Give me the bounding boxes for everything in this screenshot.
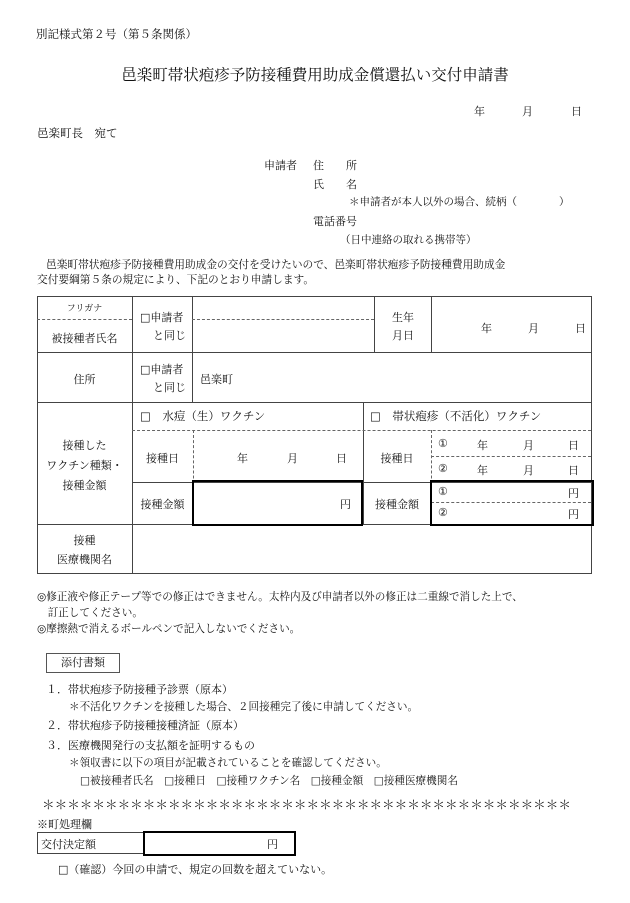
dose-2-yen: 円 [568,508,579,521]
note-line-3: ◎摩擦熱で消えるボールペンで記入しないでください。 [37,623,301,635]
vaccine-label-1: 接種した [62,439,107,452]
attachment-2: ２．帯状疱疹予防接種接種済証（原本） [46,719,244,732]
vaccine-b-checkbox[interactable]: □ 帯状疱疹（不活化）ワクチン [370,409,542,423]
patient-name-label: 被接種者氏名 [51,332,118,345]
amount-label-b: 接種金額 [375,498,419,511]
same-as-applicant-checkbox[interactable]: □申請者 [140,311,184,324]
intro-line-2: 交付要綱第５条の規定により、下記のとおり申請します。 [37,273,315,286]
date-label-a: 接種日 [146,452,179,465]
office-use-label: ※町処理欄 [37,818,92,831]
birth-day: 日 [575,322,586,335]
decided-amount-yen: 円 [267,838,278,851]
date-a-day: 日 [336,452,347,465]
dose-2-amount-mark: ② [438,506,448,519]
dose-1-month: 月 [523,439,534,452]
date-a-month: 月 [287,452,298,465]
separator-line: ＊＊＊＊＊＊＊＊＊＊＊＊＊＊＊＊＊＊＊＊＊＊＊＊＊＊＊＊＊＊＊＊＊＊＊＊＊＊＊＊＊＊ [42,797,571,812]
vaccine-a-checkbox[interactable]: □ 水痘（生）ワクチン [140,409,266,423]
dose-1-day: 日 [568,439,579,452]
dose-1-year: 年 [477,439,488,452]
date-a-year: 年 [237,452,248,465]
dose-2-day: 日 [568,464,579,477]
page-title: 邑楽町帯状疱疹予防接種費用助成金償還払い交付申請書 [121,66,509,84]
form-number: 別記様式第２号（第５条関係） [36,27,197,41]
same-as-applicant-text: と同じ [153,329,186,342]
dose-2-year: 年 [477,464,488,477]
birth-label-1: 生年 [392,311,414,324]
amount-box-a[interactable] [192,480,363,526]
address-label: 住所 [73,373,96,386]
addressee: 邑楽町長 宛て [37,126,118,140]
note-line-2: 訂正してください。 [37,607,143,619]
attachments-label: 添付書類 [46,653,120,673]
phone-label: 電話番号 [313,215,357,228]
dose-1-amount-mark: ① [438,485,448,498]
date-year: 年 [474,105,485,118]
date-label-b: 接種日 [380,452,414,465]
birth-month: 月 [528,322,539,335]
attachment-1-note: ＊不活化ワクチンを接種した場合、２回接種完了後に申請してください。 [69,701,419,713]
receipt-checklist[interactable]: □被接種者氏名 □接種日 □接種ワクチン名 □接種金額 □接種医療機関名 [80,775,458,787]
vaccine-label-2: ワクチン種類・ [46,459,123,472]
attachment-3-note: ＊領収書に以下の項目が記載されていることを確認してください。 [69,757,387,769]
address-prefix: 邑楽町 [200,373,233,386]
attachment-1: １．帯状疱疹予防接種予診票（原本） [46,683,233,696]
applicant-name-label: 氏 名 [313,178,357,191]
institution-label-1: 接種 [73,534,96,547]
amount-label-a: 接種金額 [140,498,185,511]
date-month: 月 [522,105,533,118]
dose-1-yen: 円 [568,487,579,500]
institution-label-2: 医療機関名 [57,553,112,566]
phone-note: （日中連絡の取れる携帯等） [340,234,477,246]
dose-1-date-mark: ① [438,437,448,450]
dose-2-date-mark: ② [438,462,448,475]
confirm-checkbox[interactable]: □（確認）今回の申請で、規定の回数を超えていない。 [58,863,333,876]
attachment-3: ３．医療機関発行の支払額を証明するもの [46,739,255,752]
birth-year: 年 [481,322,492,335]
address-same-checkbox[interactable]: □申請者 [140,363,184,376]
decided-amount-label: 交付決定額 [41,838,96,851]
dose-2-month: 月 [523,464,534,477]
address-same-text: と同じ [153,381,186,394]
furigana-label: フリガナ [66,304,103,314]
intro-line-1: 邑楽町帯状疱疹予防接種費用助成金の交付を受けたいので、邑楽町帯状疱疹予防接種費用助成金 [46,258,506,271]
relation-note: ＊申請者が本人以外の場合、続柄（ ） [349,196,570,208]
birth-label-2: 月日 [392,329,414,342]
amount-a-yen: 円 [340,498,351,511]
note-line-1: ◎修正液や修正テープ等での修正はできません。太枠内及び申請者以外の修正は二重線で消した上で、 [37,591,523,603]
applicant-address-label: 住 所 [313,159,357,172]
date-day: 日 [571,105,582,118]
applicant-label: 申請者 [264,159,297,172]
vaccine-label-3: 接種金額 [62,479,107,492]
